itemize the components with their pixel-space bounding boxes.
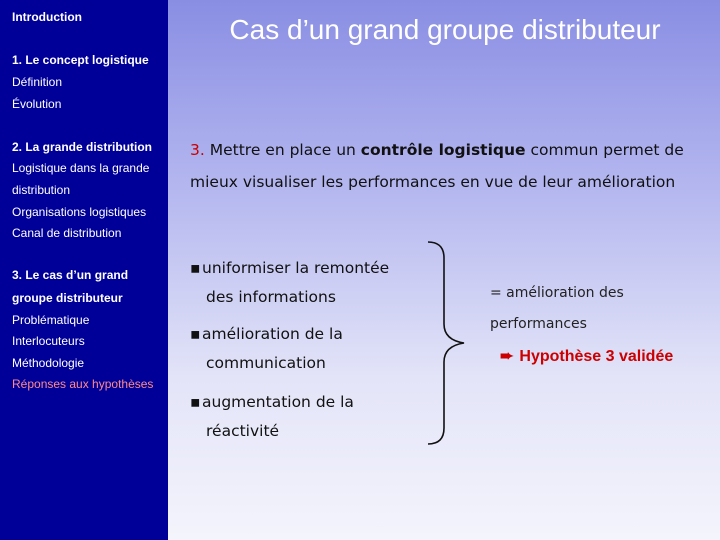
nav-section-cas-grand-groupe[interactable]: 3. Le cas d’un grand bbox=[12, 268, 129, 282]
hypothesis-emphasis: contrôle logistique bbox=[360, 141, 526, 159]
nav-item-introduction[interactable]: Introduction bbox=[12, 10, 82, 24]
nav-section-cas-grand-groupe-cont[interactable]: groupe distributeur bbox=[12, 291, 123, 305]
curly-brace-icon bbox=[420, 240, 480, 446]
hypothesis-statement bbox=[190, 134, 700, 198]
bullet-item bbox=[190, 254, 389, 312]
nav-section-concept-logistique[interactable]: 1. Le concept logistique bbox=[12, 53, 149, 67]
bullet-line: amélioration de la bbox=[202, 325, 343, 343]
nav-item-logistique-grande-distribution[interactable]: Logistique dans la grande bbox=[12, 161, 150, 175]
result-line-1: = amélioration des bbox=[490, 285, 624, 301]
hypothesis-number: 3. bbox=[190, 141, 205, 159]
nav-item-evolution[interactable]: Évolution bbox=[12, 97, 62, 111]
conclusion-label: Hypothèse 3 validée bbox=[519, 348, 674, 365]
nav-item-canal-distribution[interactable]: Canal de distribution bbox=[12, 226, 122, 240]
bullet-line: des informations bbox=[206, 288, 336, 306]
bullet-icon: ▪ bbox=[190, 259, 201, 277]
nav-item-methodologie[interactable]: Méthodologie bbox=[12, 356, 85, 370]
bullet-item bbox=[190, 388, 354, 446]
nav-section-grande-distribution[interactable]: 2. La grande distribution bbox=[12, 140, 153, 154]
nav-item-logistique-grande-distribution-cont[interactable]: distribution bbox=[12, 183, 71, 197]
nav-item-definition[interactable]: Définition bbox=[12, 75, 63, 89]
nav-item-interlocuteurs[interactable]: Interlocuteurs bbox=[12, 334, 85, 348]
conclusion-text bbox=[500, 346, 673, 366]
arrow-right-icon: ➨ bbox=[500, 348, 514, 365]
nav-item-reponses-hypotheses[interactable]: Réponses aux hypothèses bbox=[12, 377, 154, 391]
bullet-line: uniformiser la remontée bbox=[202, 259, 390, 277]
sidebar-nav bbox=[0, 0, 168, 540]
slide-title: Cas d’un grand groupe distributeur bbox=[229, 14, 661, 45]
nav-item-organisations-logistiques[interactable]: Organisations logistiques bbox=[12, 205, 147, 219]
hypothesis-text-before: Mettre en place un bbox=[204, 141, 361, 159]
result-line-2: performances bbox=[490, 316, 587, 332]
bullet-line: communication bbox=[206, 354, 326, 372]
nav-item-problematique[interactable]: Problématique bbox=[12, 313, 90, 327]
bullet-icon: ▪ bbox=[190, 393, 201, 411]
result-text bbox=[490, 278, 624, 340]
bullet-line: augmentation de la bbox=[202, 393, 354, 411]
bullet-icon: ▪ bbox=[190, 325, 201, 343]
bullet-line: réactivité bbox=[206, 422, 280, 440]
hypothesis-text-after: commun permet de mieux visualiser les performances en vue de leur amélioration bbox=[190, 141, 684, 191]
bullet-item bbox=[190, 320, 343, 378]
